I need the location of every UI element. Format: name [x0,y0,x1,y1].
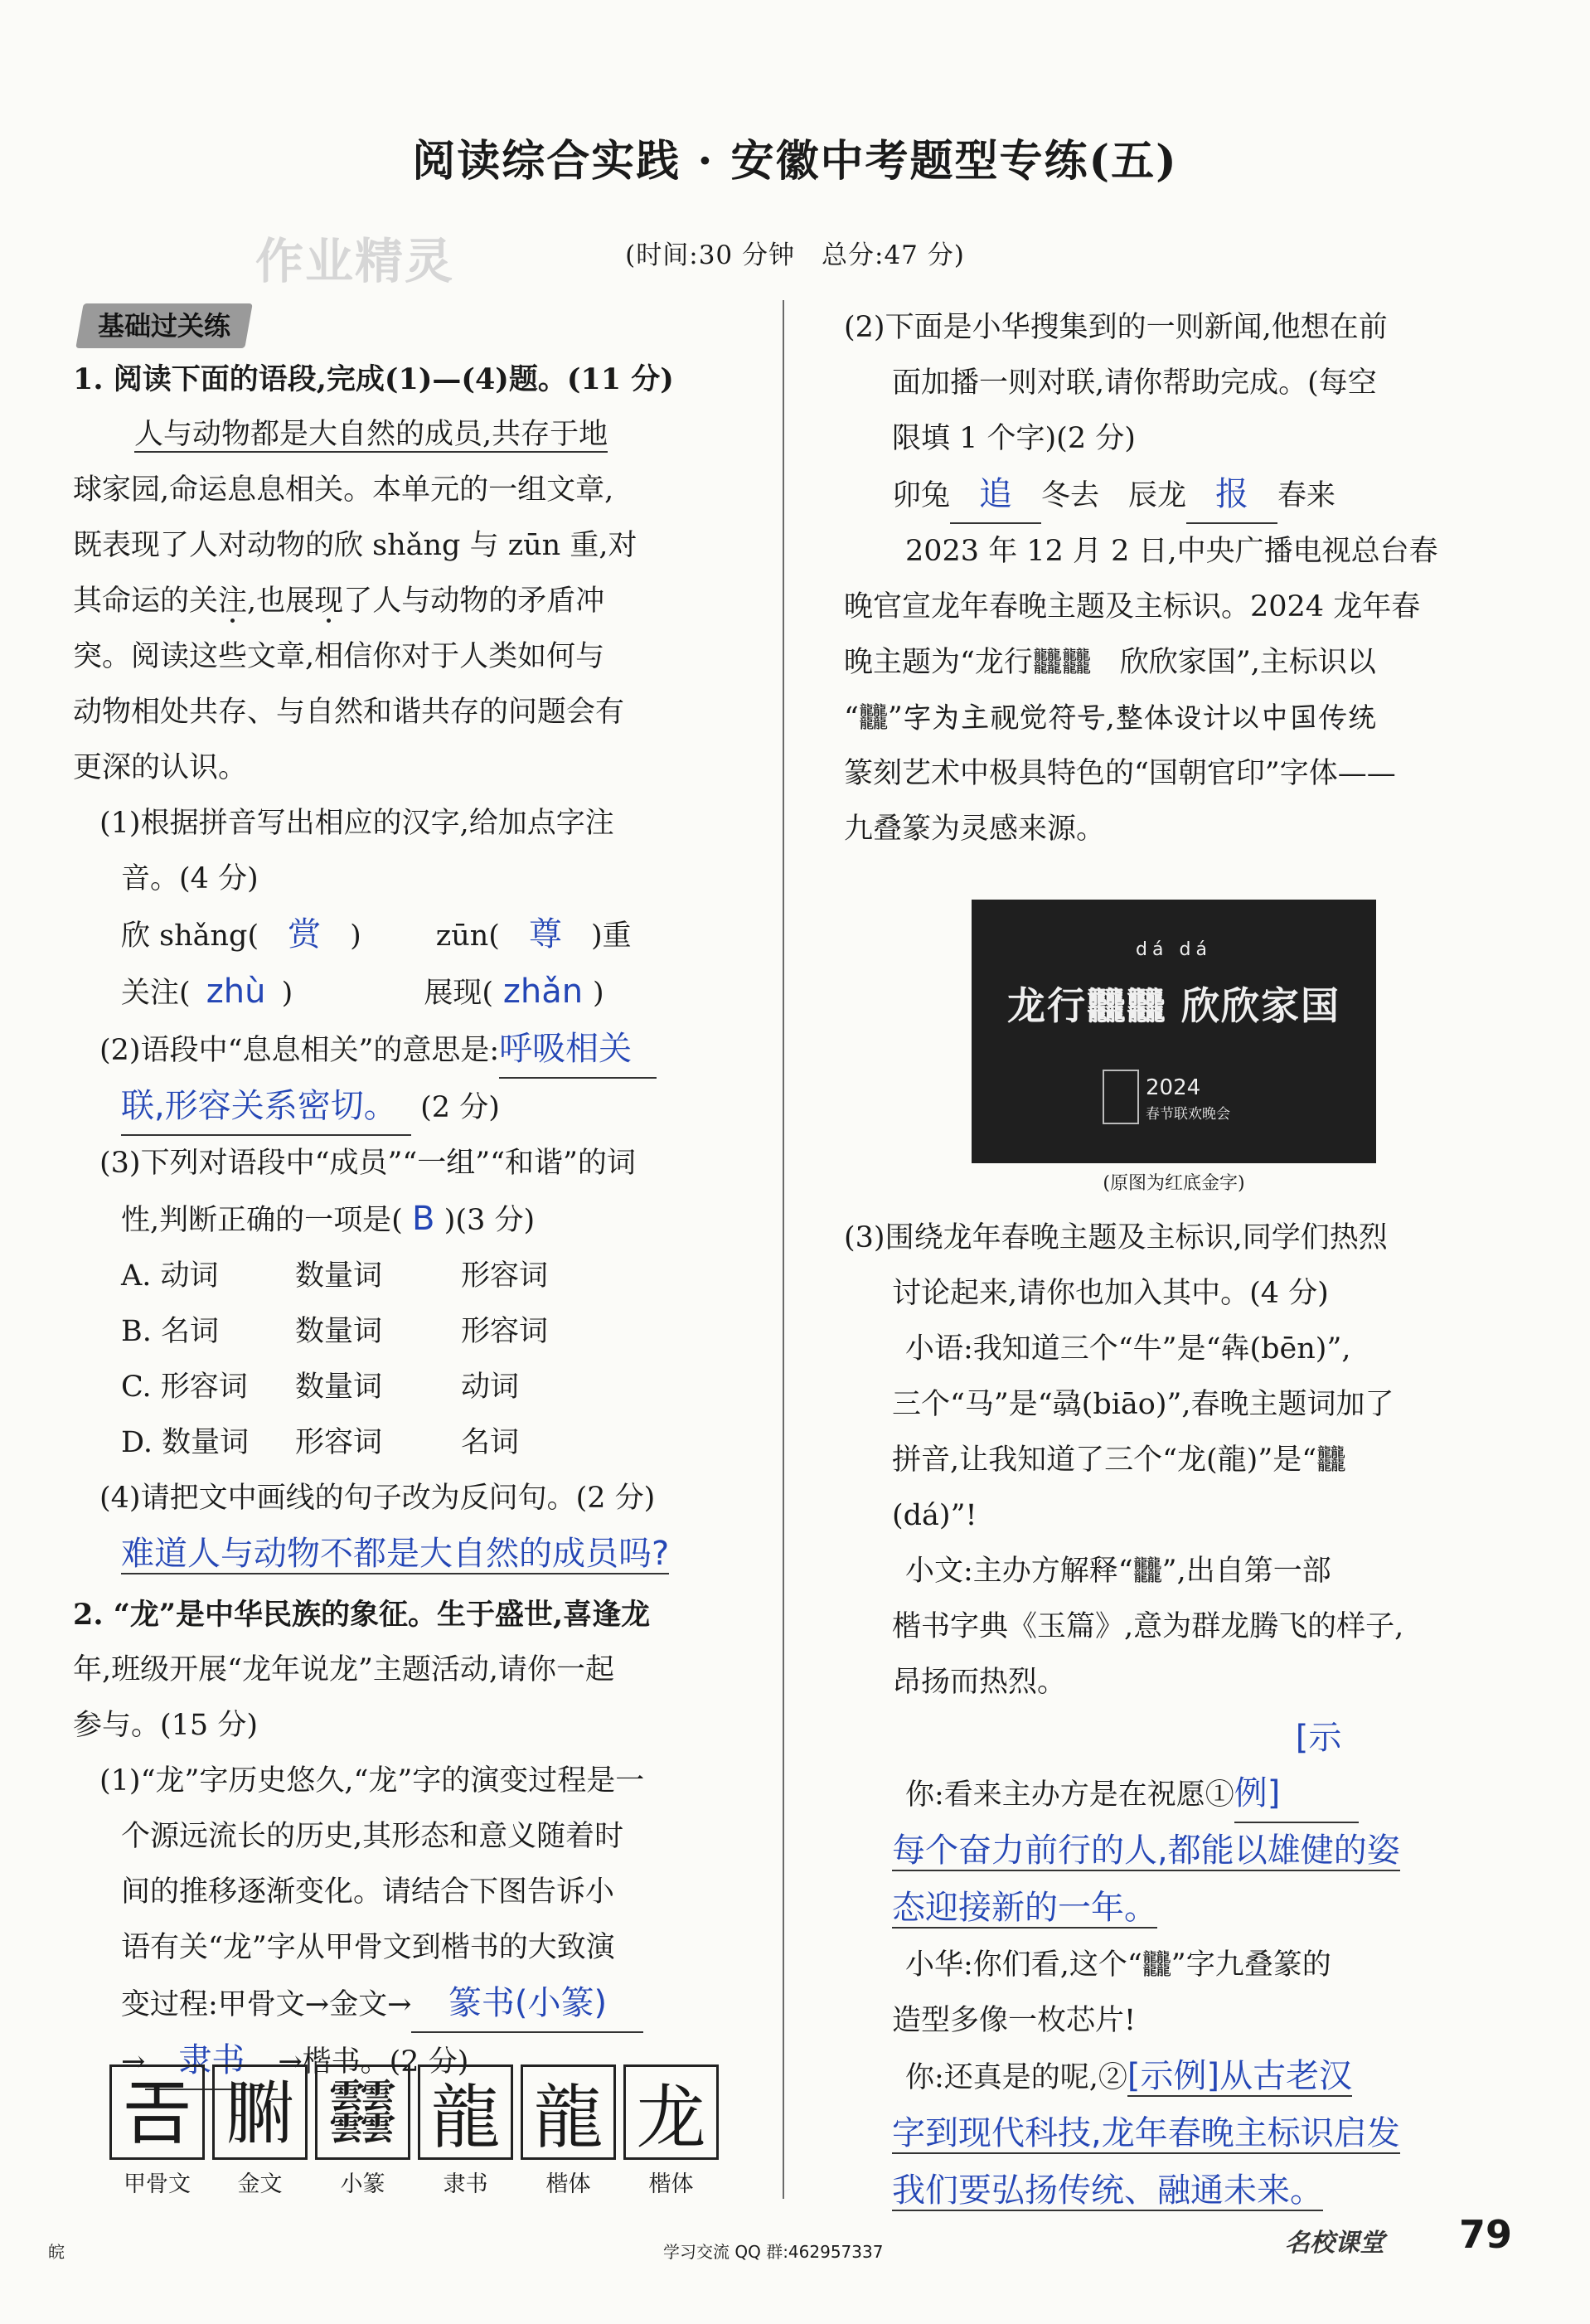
page-number: 79 [1459,2212,1513,2257]
question-1-stem: 1. 阅读下面的语段,完成(1)—(4)题。(11 分) [73,362,674,396]
option-row: B. 名词 数量词 形容词 [121,1315,549,1348]
glyph-box: 龍 [418,2064,513,2160]
answer-row-1: 欣 shǎng( 赏 ) zūn( 尊 )重 [73,907,753,964]
footer-qq: 学习交流 QQ 群:462957337 [663,2242,884,2262]
answer-text: 报 [1186,467,1277,524]
dotted-char: 注 [218,585,248,618]
passage-line: 动物相处共存、与自然和谐共存的问题会有 [73,696,625,729]
answer-row-2: 关注( zhù ) 展现( zhǎn ) [73,964,753,1021]
answer-text: 联,形容关系密切。 [121,1079,411,1136]
news-photo: dá dá 龙行𪚥𪚥 欣欣家国 2024 春节联欢晚会 [972,900,1376,1163]
answer-text: 赏 [288,915,322,953]
answer-text: 隶书 [145,2033,278,2090]
dotted-char: 现 [314,585,344,618]
dialogue-you-1: 你:看来主办方是在祝愿①[示例] [844,1710,1524,1823]
section-banner: 基础过关练 [75,303,253,348]
answer-text: 难道人与动物不都是大自然的成员吗? [121,1535,670,1573]
answer-text: [示例] [1234,1710,1359,1823]
dragon-glyph-row [109,2064,719,2160]
sub-question-1: (1)根据拼音写出相应的汉字,给加点字注 [99,807,614,840]
couplet: 卯兔 追 冬去 辰龙 报 春来 [844,467,1524,524]
answer-text: zhǎn [502,973,584,1011]
answer-text: 字到现代科技,龙年春晚主标识启发 [892,2114,1400,2152]
sub-question-2-1: (1)“龙”字历史悠久,“龙”字的演变过程是一 [99,1764,645,1798]
glyph-box: 龙 [623,2064,719,2160]
answer-text: [示例]从古老汉 [1127,2057,1353,2095]
option-list [73,1249,753,1471]
answer-text: 态迎接新的一年。 [892,1889,1157,1927]
left-column: 基础过关练 1. 阅读下面的语段,完成(1)—(4)题。(11 分) 人与动物都是大自然的成员,共存于地 球家园,命运息息相关。本单元的一组文章, 既表现了人对动物的欣 shǎng 与 zūn 重,对 其命运的关注,也展现了人与动物的矛盾冲 突。阅读这些文章,相信你对于人类如何与 动物相处共存、与自然和谐共存的问题会有 更深的认识。 (1)根据拼音写出相应的汉字,给加点字注 音。(4 分) 欣 shǎng( 赏 ) zūn( 尊 )重 关注( zhù ) 展现( zhǎn ) (2)语段中“息息相关”的意思是:呼吸相关 联,形容关系密切。 (2 分) (3)下列对语段中“成员”“一组”“和谐”的词 性,判断正确的一项是( B )(3 分) A. 动词 数量词 形容词 B. 名词 数量词 形容词 C. 形容词 数量词 动词 D. 数量词 形容词 名词 (4)请把文中画线的句子改为反问句。(2 分) 难道人与动物不都是大自然的成员吗? 2. “龙”是中华民族的象征。生于盛世,喜逢龙 年,班级开展“龙年说龙”主题活动,请你一起 参与。(15 分) (1)“龙”字历史悠久,“龙”字的演变过程是一 个源远流长的历史,其形态和意义随着时 间的推移逐渐变化。请结合下图告诉小 语有关“龙”字从甲骨文到楷书的大致演 变过程:甲骨文→金文→ 篆书(小篆) → 隶书 →楷书。(2 分) [73,300,753,2090]
underlined-sentence: 人与动物都是大自然的成员,共存于地 [134,418,608,451]
answer-text: 尊 [528,915,562,953]
footer-region: 皖 [48,2242,65,2262]
sub-question-2-3: (3)围绕龙年春晚主题及主标识,同学们热烈 [844,1221,1388,1254]
brand-logo: 名校课堂 [1285,2229,1384,2258]
column-divider [783,300,784,2199]
option-row: C. 形容词 数量词 动词 [121,1371,520,1404]
glyph-box: 𦝗 [212,2064,308,2160]
dragon-glyph-labels [109,2166,719,2198]
sub-question-4: (4)请把文中画线的句子改为反问句。(2 分) [99,1482,656,1515]
glyph-label: 楷体 [648,2171,694,2197]
dialogue-xiaohua: 小华:你们看,这个“𪚥”字九叠篆的 [905,1948,1331,1982]
glyph-box: 𩇔 [315,2064,410,2160]
passage-line: 突。阅读这些文章,相信你对于人类如何与 [73,640,605,673]
glyph-label: 甲骨文 [124,2171,191,2197]
answer-text: B [412,1200,435,1238]
passage-line: 既表现了人对动物的欣 shǎng 与 zūn 重,对 [73,529,637,562]
sub-question-2: (2)语段中“息息相关”的意思是:呼吸相关 [73,1021,753,1079]
dialogue-xiaoyu: 小语:我知道三个“牛”是“犇(bēn)”, [905,1332,1351,1366]
seal-logo-icon [1103,1070,1139,1124]
watermark: 作业精灵 [255,233,455,289]
dialogue-you-2: 你:还真是的呢,②[示例]从古老汉 [905,2057,1353,2095]
glyph-box: 𢀛 [109,2064,205,2160]
passage-line: 其命运的关注,也展现了人与动物的矛盾冲 [73,585,605,618]
answer-text: 每个奋力前行的人,都能以雄健的姿 [892,1832,1400,1870]
answer-text: 追 [950,467,1041,524]
answer-text: 我们要弘扬传统、融通未来。 [892,2171,1323,2210]
answer-text: zhù [206,973,266,1011]
right-column: (2)下面是小华搜集到的一则新闻,他想在前 面加播一则对联,请你帮助完成。(每空 限填 1 个字)(2 分) 卯兔 追 冬去 辰龙 报 春来 2023 年 12 月 2 日,中央广播电视总台春 晚官宣龙年春晚主题及主标识。2024 龙年春 晚主题为“龙行𪚥𪚥 欣欣家国”,主标识以 “𪚥”字为主视觉符号,整体设计以中国传统 篆刻艺术中极具特色的“国朝官印”字体—— 九叠篆为灵感来源。 [844,300,1524,857]
sub-question-3: (3)下列对语段中“成员”“一组”“和谐”的词 [99,1147,636,1180]
photo-headline: 龙行𪚥𪚥 欣欣家国 [1006,983,1340,1028]
glyph-box: 龍 [521,2064,616,2160]
answer-text: 呼吸相关 [499,1021,657,1079]
dialogue-xiaowen: 小文:主办方解释“𪚥”,出自第一部 [905,1555,1331,1588]
passage-line: 更深的认识。 [73,751,248,784]
question-2-stem: 2. “龙”是中华民族的象征。生于盛世,喜逢龙 [73,1598,651,1632]
glyph-label: 隶书 [443,2171,488,2197]
time-score-line: (时间:30 分钟 总分:47 分) [625,240,965,270]
glyph-label: 金文 [237,2171,283,2197]
news-text: 2023 年 12 月 2 日,中央广播电视总台春 [905,535,1438,568]
answer-text: 篆书(小篆) [411,1976,643,2033]
option-row: A. 动词 数量词 形容词 [121,1259,549,1293]
option-row: D. 数量词 形容词 名词 [121,1426,520,1459]
passage-line: 球家园,命运息息相关。本单元的一组文章, [73,473,614,507]
right-column-lower: (3)围绕龙年春晚主题及主标识,同学们热烈 讨论起来,请你也加入其中。(4 分) 小语:我知道三个“牛”是“犇(bēn)”, 三个“马”是“骉(biāo)”,春晚主题词加了 拼音,让我知道了三个“龙(龍)”是“𪚥 (dá)”! 小文:主办方解释“𪚥”,出自第一部 楷书字典《玉篇》,意为群龙腾飞的样子, 昂扬而热烈。 你:看来主办方是在祝愿①[示例] 每个奋力前行的人,都能以雄健的姿 态迎接新的一年。 小华:你们看,这个“𪚥”字九叠篆的 造型多像一枚芯片! 你:还真是的呢,②[示例]从古老汉 字到现代科技,龙年春晚主标识启发 我们要弘扬传统、融通未来。 [844,1211,1524,2220]
glyph-label: 楷体 [545,2171,591,2197]
page-title: 阅读综合实践 · 安徽中考题型专练(五) [412,136,1178,187]
photo-caption: (原图为红底金字) [1103,1173,1245,1194]
glyph-label: 小篆 [340,2171,385,2197]
sub-question-2-2: (2)下面是小华搜集到的一则新闻,他想在前 [844,311,1388,344]
